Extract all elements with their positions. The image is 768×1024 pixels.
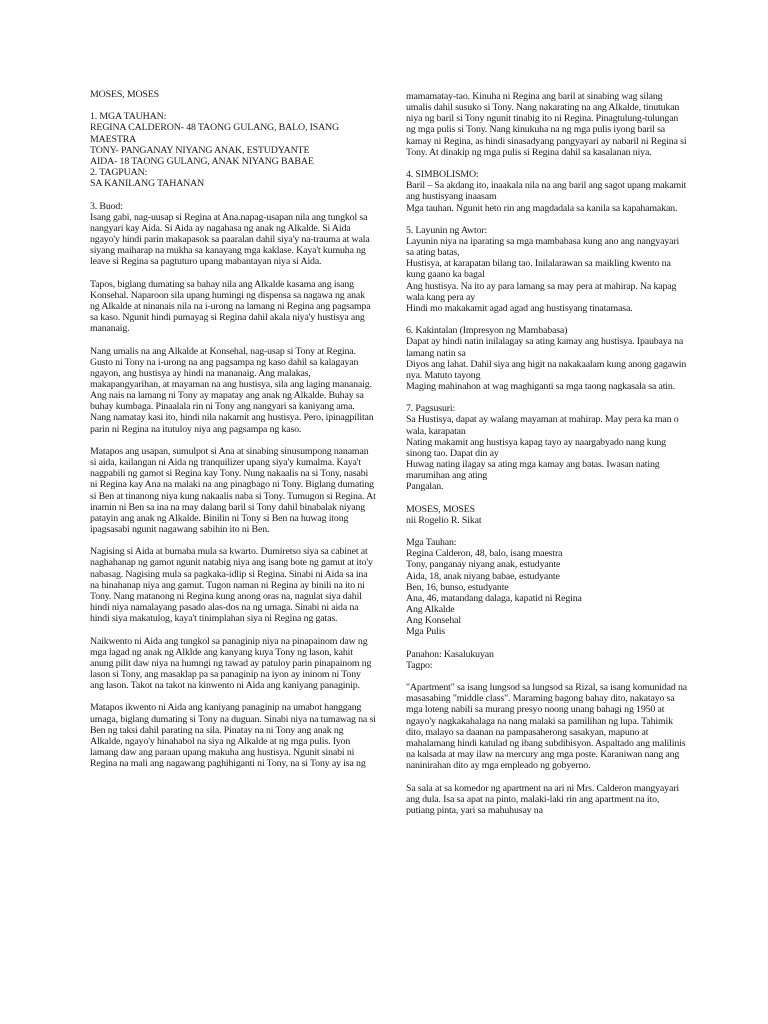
- setting-description-2: Sa sala at sa komedor ng apartment na ari ni Mrs. Calderon mangyayari ang dula. Isa sa apat na pinto, malaki-laki rin ang apartment na ito, putiang pinta, yari sa mahuhusay na: [406, 782, 679, 816]
- summary-paragraph-4: Matapos ang usapan, sumulpot si Ana at sinabing sinusumpong nanaman si aida, kailangan ni Aida ng tranquilizer upang siya'y kumalma. Kaya't nagpabili ng gamot si Regina kay Tony. Nung nakaalis na si Tony, nasabi ni Regina kay Ana na malaki na ang pinagbago ni Tony. Biglang dumating si Ben at tinanong niya kung nakaalis naba si Tony. Tumugon si Regina. At inamin ni Ben sa ina na may dalang baril si Tony dahil binabalak niyang patayin ang anak ng Alkalde. Binilin ni Tony si Ben na huwag itong ipagsasabi ngunit nagawang sabihin ito ni Ben.: [90, 445, 376, 536]
- summary-paragraph-2: Tapos, biglang dumating sa bahay nila ang Alkalde kasama ang isang Konsehal. Naparoon sila upang humingi ng dispensa sa nagawa ng anak ng Alkalde at ninanais nila na i-urong na lamang ni Regina ang pagsampa sa kaso. Ngunit hindi pumayag si Regina dahil akala niya'y hustisya ang mananaig.: [90, 278, 371, 335]
- symbolism-section: 4. SIMBOLISMO: Baril – Sa akdang ito, inaakala nila na ang baril ang sagot upang makamit ang hustisyang inaasam Mga tauhan. Ngunit heto rin ang magdadala sa kanila sa kapahamakan.: [406, 169, 687, 214]
- summary-paragraph-7: Matapos ikwento ni Aida ang kaniyang panaginip na umabot hanggang umaga, biglang dumating si Tony na duguan. Sinabi niya na tumawag na si Ben ng taksi dahil parating na sila. Pinatay na ni Tony ang anak ng Alkalde, ngayo'y hinahabol na siya ng Alkalde at ng mga pulis. Iyon lamang daw ang paraan upang makuha ang hustisya. Ngunit sinabi ni Regina na mali ang nagawang paghihiganti ni Tony, na si Tony ay isa ng: [90, 702, 376, 770]
- play-characters-list: Mga Tauhan: Regina Calderon, 48, balo, isang maestra Tony, panganay niyang anak, estudyante Aida, 18, anak niyang babae, estudyante Ben, 16, bunso, estudyante Ana, 46, matandang dalaga, kapatid ni Regina Ang Alkalde Ang Konsehal Mga Pulis: [406, 537, 582, 638]
- doc-title: MOSES, MOSES: [90, 89, 159, 100]
- left-column: [90, 89, 376, 769]
- setting-description-1: "Apartment" sa isang lungsod sa lungsod sa Rizal, sa isang komunidad na masasabing "middle class". Maraming bagong bahay dito, nakatayo sa mga loteng nabili sa murang presyo noong unang bahagi ng 1950 at ngayo'y nagkakahalaga na nang malaki sa pamilihan ng lupa. Tahimik dito, malayo sa daanan na pampasaherong sasakyan, mapuno at mahalamang hindi katulad ng ibang subdibisyon. Aspaltado ang malilinis na kalsada at may ilaw na mercury ang mga poste. Karaniwan nang ang naninirahan dito ay mga empleado ng gobyerno.: [406, 682, 688, 772]
- right-column: [406, 91, 688, 816]
- play-title-author: MOSES, MOSES nii Rogelio R. Sikat: [406, 503, 482, 526]
- time-setting: Panahon: Kasalukuyan Tagpo:: [406, 648, 494, 671]
- impression-section: 6. Kakintalan (Impresyon ng Mambabasa) Dapat ay hindi natin inilalagay sa ating kamay ang hustisya. Ipaubaya na lamang natin sa Diyos ang lahat. Dahil siya ang higit na nakakaalam kung anong gagawin nya. Matuto tayong Maging mahinahon at wag maghiganti sa mga taong nagkasala sa atin.: [406, 325, 687, 393]
- summary-continuation: mamamatay-tao. Kinuha ni Regina ang baril at sinabing wag silang umalis dahil susuko si Tony. Nang nakarating na ang Alkalde, tinutukan niya ng baril si Tony ngunit tinabig ito ni Regina. Pinagtulung-tulungan ng mga pulis si Tony. Nang kinukuha na ng mga pulis iyong baril sa kamay ni Regina, as hindi sinasadyang pangyayari ay nabaril ni Regina si Tony. At dinakip ng mga pulis si Regina dahil sa kasalanan niya.: [406, 91, 687, 158]
- characters-setting-section: 1. MGA TAUHAN: REGINA CALDERON- 48 TAONG GULANG, BALO, ISANG MAESTRA TONY- PANGANAY NIYANG ANAK, ESTUDYANTE AIDA- 18 TAONG GULANG, ANAK NIYANG BABAE 2. TAGPUAN: SA KANILANG TAHANAN: [90, 111, 340, 190]
- summary-paragraph-6: Naikwento ni Aida ang tungkol sa panaginip niya na pinapainom daw ng mga lagad ng anak ng Alklde ang kanyang kuya Tony ng lason, kahit anung pilit daw niya na humngi ng tawad ay patuloy parin pinapainom ng lason si Tony, ang masaklap pa sa panaginip na iyon ay ininom ni Tony ang lason. Takot na takot na kinwento ni Aida ang kaniyang panaginip.: [90, 635, 372, 692]
- summary-paragraph-1: 3. Buod: Isang gabi, nag-uusap si Regina at Ana.napag-usapan nila ang tungkol sa nangyari kay Aida. Si Aida ay nagahasa ng anak ng Alkalde. Si Aida ngayo'y hindi parin makapasok sa paaralan dahil siya'y na-trauma at wala siyang maiharap na mukha sa kanayang mga kaklase. Kaya't kumuha ng leave si Regina sa pagtuturo upang mabantayan niya si Aida.: [90, 200, 370, 268]
- summary-paragraph-5: Nagising si Aida at bumaba mula sa kwarto. Dumiretso siya sa cabinet at naghahanap ng gamot ngunit natabig niya ang isang bote ng gamut at ito'y nabasag. Nagising mula sa pagkaka-idlip si Regina. Sinabi ni Aida sa ina na hinahanap niya ang gamut. Tugon naman ni Regina ay binili na ito ni Tony. Nang matanong ni Regina kung anong oras na, nagulat siya dahil hindi niya namalayang pasado alas-dos na ng umaga. Sinabi ni aida na hindi siya makatulog, kaya't tinimplahan siya ni Regina ng gatas.: [90, 546, 373, 625]
- analysis-section: 7. Pagsusuri: Sa Hustisya, dapat ay walang mayaman at mahirap. May pera ka man o wala, karapatan Nating makamit ang hustisya kapag tayo ay naargabyado nang kung sinong tao. Dapat din ay Huwag nating ilagay sa ating mga kamay ang batas. Iwasan nating marumihan ang ating Pangalan.: [406, 403, 679, 493]
- author-purpose-section: 5. Layunin ng Awtor: Layunin niya na iparating sa mga mambabasa kung ano ang nangyayari sa ating batas, Hustisya, at karapatan bilang tao. Inilalarawan sa maikling kwento na kung gaano ka bagal Ang hustisya. Na ito ay para lamang sa may pera at mahirap. Na kapag wala kang pera ay Hindi mo makakamit agad agad ang hustisyang tinatamasa.: [406, 224, 680, 314]
- summary-paragraph-3: Nang umalis na ang Alkalde at Konsehal, nag-usap si Tony at Regina. Gusto ni Tony na i-urong na ang pagsampa ng kaso dahil sa kalagayan ngayon, ang hustisya ay hindi na mananaig. Ang malakas, makapangyarihan, at mayaman na ang hustisya, sila ang laging mananaig. Ang nais na lamang ni Tony ay mapatay ang anak ng Alkalde. Buhay sa buhay kumbaga. Pinaalala rin ni Tony ang nangyari sa kaniyang ama. Nang namatay kasi ito, hindi nila nakamit ang hustisya. Pero, ipinagpilitan parin ni Regina na itutuloy niya ang pagsampa ng kaso.: [90, 345, 374, 435]
